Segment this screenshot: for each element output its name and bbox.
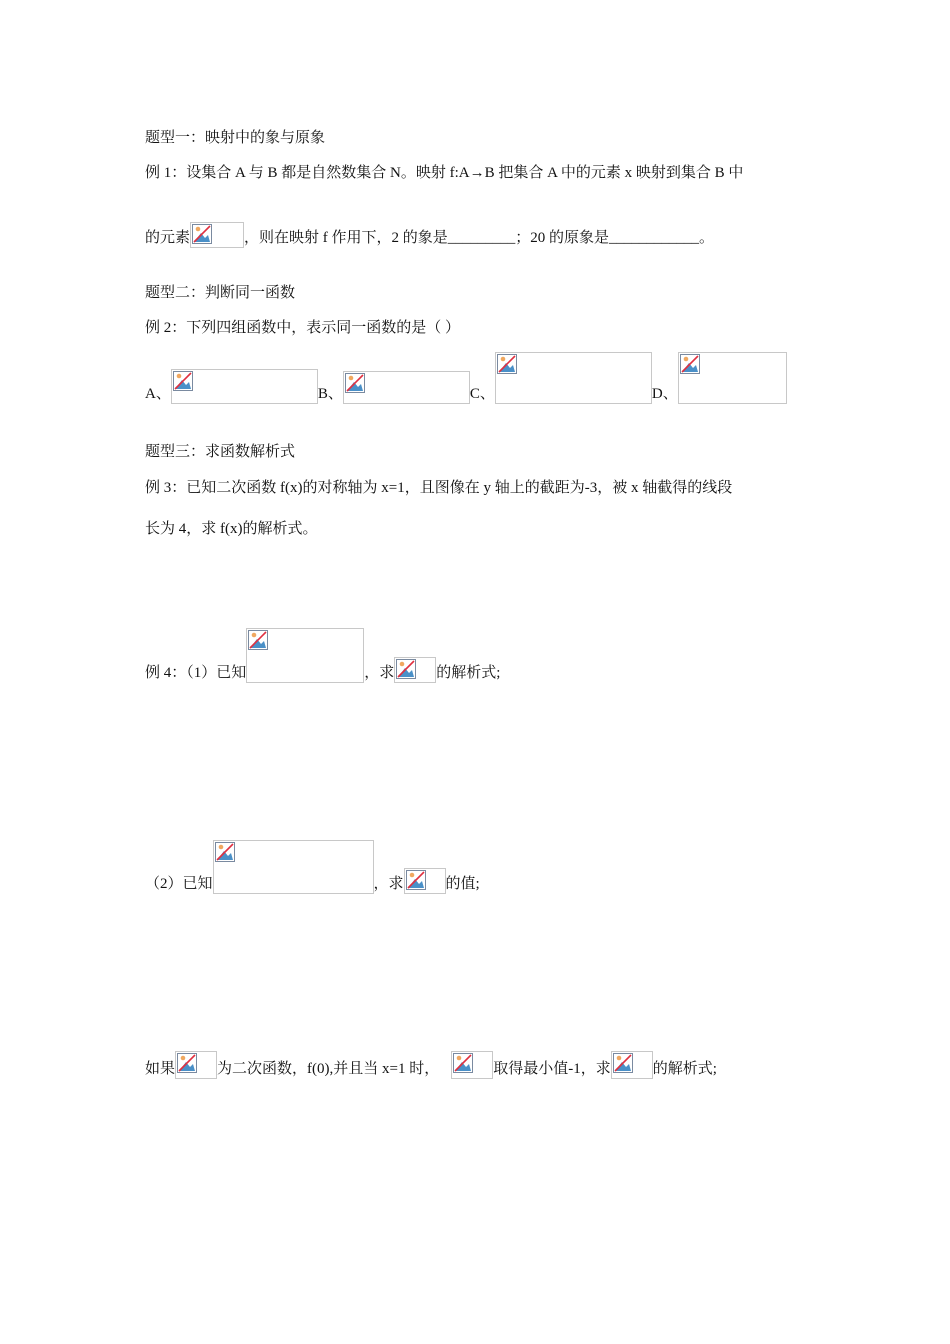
example-1-text-b: ，则在映射 f 作用下，2 的象是_________；20 的原象是____________。: [244, 230, 715, 246]
broken-image-icon: [177, 1053, 197, 1073]
option-a-image: [171, 369, 318, 404]
section-title-1: 题型一：映射中的象与原象: [145, 130, 326, 146]
example-2-stem: 例 2：下列四组函数中，表示同一函数的是（ ）: [145, 320, 461, 336]
example-4-text-j: 的解析式;: [652, 1061, 717, 1077]
example-4-part-2: [145, 840, 480, 894]
example-4-text-c: 的解析式;: [436, 665, 501, 681]
broken-image-icon: [406, 870, 426, 890]
broken-image-icon: [248, 630, 268, 650]
broken-image-icon: [680, 354, 700, 374]
option-d-label: D、: [651, 386, 678, 402]
example-3-line-1: 例 3：已知二次函数 f(x)的对称轴为 x=1，且图像在 y 轴上的截距为-3，被 x 轴截得的线段: [145, 480, 733, 496]
broken-image-icon: [192, 224, 212, 244]
formula-image: [394, 657, 436, 683]
example-4-text-i: 取得最小值-1，求: [493, 1061, 611, 1077]
example-1-line-2: [145, 222, 714, 248]
option-b-label: B、: [317, 386, 343, 402]
formula-image: [611, 1051, 653, 1079]
option-c-image: [495, 352, 652, 404]
section-title-3: 题型三：求函数解析式: [145, 444, 296, 460]
example-4-text-a: 例 4：（1）已知: [145, 665, 247, 681]
option-c-label: C、: [469, 386, 495, 402]
broken-image-icon: [345, 373, 365, 393]
formula-image: [246, 628, 364, 683]
option-a-label: A、: [145, 386, 171, 402]
example-4-text-d: （2）已知: [145, 876, 213, 892]
example-1-text-a: 的元素: [145, 230, 191, 246]
example-4-text-g: 如果: [145, 1061, 176, 1077]
example-4-part-3: [145, 1051, 717, 1079]
option-b-image: [343, 371, 470, 404]
broken-image-icon: [215, 842, 235, 862]
example-4-text-e: ，求: [373, 876, 404, 892]
example-4-part-1: [145, 628, 500, 683]
broken-image-icon: [396, 659, 416, 679]
example-3-line-2: 长为 4，求 f(x)的解析式。: [145, 521, 318, 537]
example-2-options: [145, 352, 787, 404]
example-4-text-b: ，求: [364, 665, 395, 681]
broken-image-icon: [613, 1053, 633, 1073]
formula-image: [190, 222, 244, 248]
formula-image: [213, 840, 374, 894]
example-4-text-f: 的值;: [445, 876, 480, 892]
option-d-image: [678, 352, 787, 404]
section-title-2: 题型二：判断同一函数: [145, 285, 296, 301]
formula-image: [175, 1051, 217, 1079]
example-4-text-h: 为二次函数，f(0),并且当 x=1 时，: [217, 1061, 440, 1077]
broken-image-icon: [173, 371, 193, 391]
formula-image: [451, 1051, 493, 1079]
formula-image: [404, 868, 446, 894]
example-1-line-1: 例 1：设集合 A 与 B 都是自然数集合 N。映射 f:A→B 把集合 A 中的元素 x 映射到集合 B 中: [145, 165, 744, 181]
broken-image-icon: [497, 354, 517, 374]
broken-image-icon: [453, 1053, 473, 1073]
